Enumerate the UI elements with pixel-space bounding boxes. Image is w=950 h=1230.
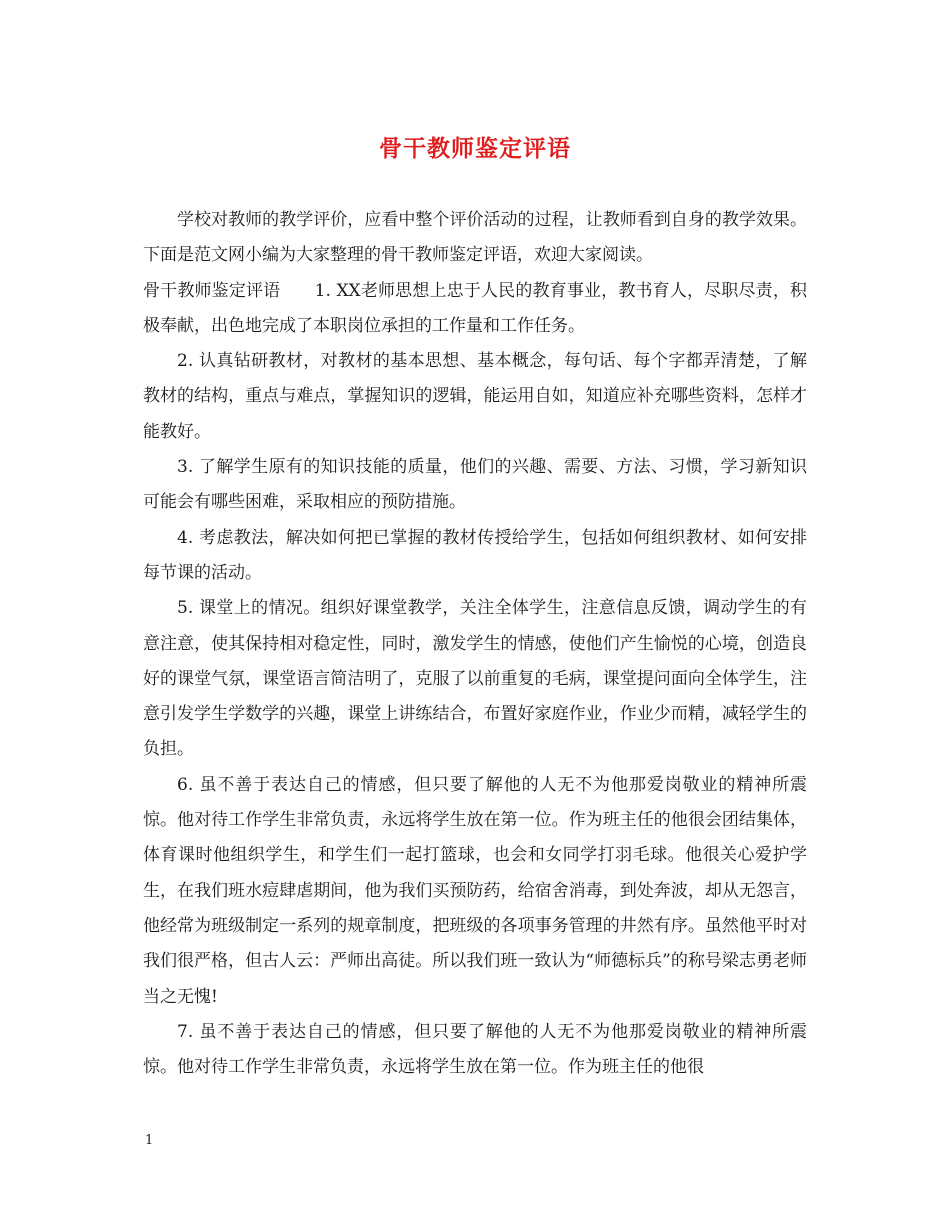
- intro-paragraph: 学校对教师的教学评价，应看中整个评价活动的过程，让教师看到自身的教学效果。下面是范文网小编为大家整理的骨干教师鉴定评语，欢迎大家阅读。: [143, 210, 807, 266]
- document-title: 骨干教师鉴定评语: [379, 136, 571, 162]
- paragraph-item-2: 2. 认真钻研教材，对教材的基本思想、基本概念，每句话、每个字都弄清楚，了解教材的结构，重点与难点，掌握知识的逻辑，能运用自如，知道应补充哪些资料，怎样才能教好。: [143, 351, 807, 442]
- paragraph-item-5: 5. 课堂上的情况。组织好课堂教学，关注全体学生，注意信息反馈，调动学生的有意注意，使其保持相对稳定性，同时，激发学生的情感，使他们产生愉悦的心境，创造良好的课堂气氛，课堂语言简洁明了，克服了以前重复的毛病，课堂提问面向全体学生，注意引发学生学数学的兴趣，课堂上讲练结合，布置好家庭作业，作业少而精，减轻学生的负担。: [143, 598, 807, 760]
- paragraph-item-3: 3. 了解学生原有的知识技能的质量，他们的兴趣、需要、方法、习惯，学习新知识可能会有哪些困难，采取相应的预防措施。: [143, 457, 807, 513]
- paragraph-item-7: 7. 虽不善于表达自己的情感，但只要了解他的人无不为他那爱岗敬业的精神所震惊。他对待工作学生非常负责，永远将学生放在第一位。作为班主任的他很: [143, 1021, 807, 1078]
- paragraph-item-1: 骨干教师鉴定评语 1. XX老师思想上忠于人民的教育事业，教书育人，尽职尽责，积极奉献，出色地完成了本职岗位承担的工作量和工作任务。: [143, 280, 807, 336]
- page-number: 1: [145, 1133, 154, 1148]
- document-body: [143, 203, 807, 1085]
- paragraph-item-6: 6. 虽不善于表达自己的情感，但只要了解他的人无不为他那爱岗敬业的精神所震惊。他对待工作学生非常负责，永远将学生放在第一位。作为班主任的他很会团结集体，体育课时他组织学生，和学生们一起打篮球，也会和女同学打羽毛球。他很关心爱护学生，在我们班水痘肆虐期间，他为我们买预防药，给宿舍消毒，到处奔波，却从无怨言，他经常为班级制定一系列的规章制度，把班级的各项事务管理的井然有序。虽然他平时对我们很严格，但古人云：严师出高徒。所以我们班一致认为“师德标兵”的称号梁志勇老师当之无愧!: [143, 774, 807, 1007]
- paragraph-item-4: 4. 考虑教法，解决如何把已掌握的教材传授给学生，包括如何组织教材、如何安排每节课的活动。: [143, 527, 807, 583]
